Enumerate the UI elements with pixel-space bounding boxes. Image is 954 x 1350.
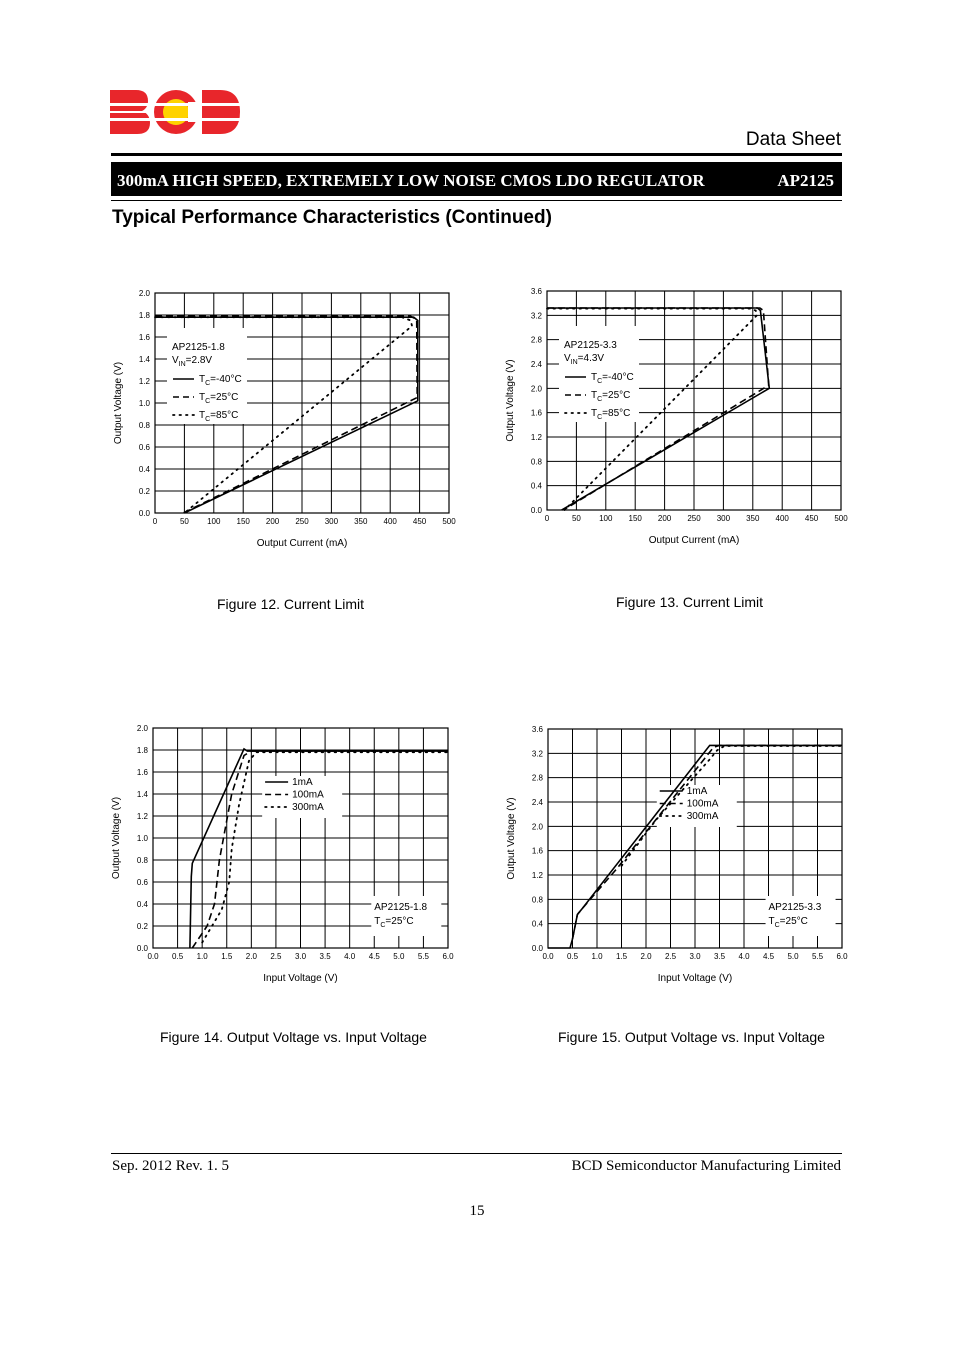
x-tick-label: 50 [571, 514, 581, 523]
x-tick-label: 500 [442, 517, 456, 526]
title-bar [111, 162, 842, 196]
y-tick-label: 3.2 [531, 749, 543, 759]
y-tick-label: 2.0 [531, 822, 543, 832]
y-tick-label: 1.2 [531, 871, 543, 880]
legend-label: 100mA [686, 798, 719, 810]
x-tick-label: 2.0 [245, 952, 257, 961]
chart-figure-12 [108, 286, 478, 556]
x-tick-label: 4.5 [368, 952, 380, 961]
x-tick-label: 0 [152, 517, 158, 526]
chart-svg [500, 721, 870, 991]
x-tick-label: 100 [599, 514, 613, 523]
chart-svg [108, 286, 478, 556]
x-tick-label: 2.5 [664, 952, 677, 961]
caption-figure-15: Figure 15. Output Voltage vs. Input Voltage [558, 1029, 825, 1045]
y-axis-label: Output Voltage (V) [113, 361, 124, 445]
caption-figure-12: Figure 12. Current Limit [217, 596, 365, 612]
y-tick-label: 1.8 [138, 311, 150, 320]
x-tick-label: 0.5 [566, 952, 579, 961]
y-tick-label: 1.6 [530, 408, 542, 418]
y-tick-label: 1.8 [136, 746, 148, 755]
x-tick-label: 4.5 [762, 952, 775, 961]
y-tick-label: 0.4 [136, 900, 148, 909]
doc-title: 300mA HIGH SPEED, EXTREMELY LOW NOISE CMOS LDO REGULATOR [117, 171, 705, 190]
y-tick-label: 0.8 [138, 421, 150, 430]
x-tick-label: 150 [236, 517, 250, 526]
y-tick-label: 2.0 [138, 289, 150, 298]
legend-label: $T_C=-40^\circ C$ [591, 372, 634, 385]
y-tick-label: 0.8 [136, 856, 148, 865]
x-tick-label: 1.5 [221, 952, 233, 961]
x-tick-label: 400 [383, 517, 397, 526]
y-tick-label: 0.4 [531, 919, 543, 929]
x-tick-label: 1.5 [615, 952, 628, 961]
x-tick-label: 200 [657, 514, 672, 523]
y-tick-label: 2.4 [531, 798, 543, 807]
x-tick-label: 5.5 [417, 952, 429, 961]
y-tick-label: 2.8 [531, 773, 543, 783]
x-axis-label: Input Voltage (V) [657, 973, 733, 984]
y-tick-label: 3.2 [530, 311, 542, 321]
y-tick-label: 1.0 [136, 834, 148, 843]
footer-rule [111, 1153, 842, 1154]
legend-label: 300mA [292, 802, 324, 813]
x-tick-label: 100 [207, 517, 221, 526]
y-tick-label: 0.2 [138, 487, 150, 496]
y-tick-label: 2.0 [136, 724, 148, 733]
x-axis-label: Input Voltage (V) [263, 973, 338, 984]
x-tick-label: 3.0 [689, 952, 701, 961]
y-tick-label: 0.0 [136, 944, 148, 953]
y-tick-label: 0.6 [136, 878, 148, 887]
legend-label: 1mA [686, 786, 708, 797]
legend-label: 1mA [292, 777, 313, 788]
legend-label: $T_C=25^\circ C$ [591, 390, 631, 403]
note-device: AP2125-3.3 [768, 902, 822, 913]
legend-label: $T_C=85^\circ C$ [199, 410, 239, 423]
x-tick-label: 0.5 [172, 952, 184, 961]
x-tick-label: 350 [354, 517, 368, 526]
y-tick-label: 1.4 [138, 355, 150, 364]
x-tick-label: 300 [324, 517, 339, 526]
y-tick-label: 1.6 [138, 333, 150, 342]
section-title: Typical Performance Characteristics (Continued) [112, 207, 552, 228]
y-tick-label: 2.8 [530, 335, 542, 345]
y-tick-label: 0.8 [530, 457, 542, 467]
bcd-logo-graphic [110, 88, 242, 136]
x-tick-label: 6.0 [836, 952, 848, 961]
x-tick-label: 250 [687, 514, 701, 523]
x-axis-label: Output Current (mA) [648, 535, 740, 546]
y-tick-label: 0.0 [531, 944, 543, 953]
x-tick-label: 0.0 [542, 952, 554, 961]
x-tick-label: 450 [804, 514, 819, 523]
legend-label: 300mA [686, 811, 719, 822]
x-tick-label: 3.5 [713, 952, 726, 961]
y-tick-label: 1.6 [531, 846, 543, 856]
note-temperature: $T_C=25^\circ C$ [374, 916, 414, 929]
y-tick-label: 1.2 [530, 433, 542, 442]
x-tick-label: 250 [295, 517, 309, 526]
y-tick-label: 1.2 [138, 377, 150, 386]
y-tick-label: 0.8 [531, 895, 543, 905]
legend-label: $T_C=25^\circ C$ [199, 392, 239, 405]
y-tick-label: 0.2 [136, 922, 148, 931]
footer-date-revision: Sep. 2012 Rev. 1. 5 [112, 1158, 229, 1174]
y-tick-label: 1.2 [136, 812, 148, 821]
x-tick-label: 3.5 [319, 952, 331, 961]
legend-condition: $V_{IN}=4.3V$ [564, 353, 605, 366]
legend-label: $T_C=-40^\circ C$ [199, 374, 242, 387]
x-tick-label: 200 [265, 517, 280, 526]
x-tick-label: 6.0 [442, 952, 454, 961]
y-tick-label: 0.6 [138, 443, 150, 452]
chart-figure-13 [500, 284, 870, 554]
bcd-logo [110, 88, 242, 136]
y-tick-label: 0.0 [138, 509, 150, 518]
y-axis-label: Output Voltage (V) [111, 796, 122, 880]
x-tick-label: 150 [628, 514, 642, 523]
page-number: 15 [469, 1203, 485, 1219]
y-tick-label: 1.6 [136, 768, 148, 777]
legend-title: AP2125-3.3 [564, 340, 617, 351]
x-tick-label: 3.0 [294, 952, 307, 961]
header-rule [111, 153, 842, 156]
y-tick-label: 2.0 [530, 384, 542, 394]
x-tick-label: 5.5 [811, 952, 824, 961]
x-tick-label: 5.0 [787, 952, 799, 961]
y-tick-label: 0.0 [530, 506, 542, 515]
x-tick-label: 2.0 [640, 952, 652, 961]
caption-figure-13: Figure 13. Current Limit [616, 594, 764, 610]
part-number: AP2125 [777, 171, 834, 190]
y-tick-label: 2.4 [530, 360, 542, 369]
x-tick-label: 4.0 [344, 952, 356, 961]
chart-figure-15 [500, 721, 870, 991]
x-tick-label: 2.5 [270, 952, 282, 961]
x-tick-label: 500 [834, 514, 848, 523]
doc-type: Data Sheet [745, 129, 841, 150]
x-tick-label: 400 [775, 514, 789, 523]
y-tick-label: 3.6 [530, 287, 542, 296]
y-tick-label: 3.6 [531, 725, 543, 734]
x-tick-label: 4.0 [738, 952, 750, 961]
chart-figure-14 [108, 720, 478, 990]
x-tick-label: 5.0 [393, 952, 405, 961]
x-tick-label: 450 [412, 517, 427, 526]
y-tick-label: 1.4 [136, 790, 148, 799]
x-tick-label: 0.0 [147, 952, 159, 961]
legend-label: 100mA [292, 789, 324, 801]
x-tick-label: 1.0 [196, 952, 208, 961]
caption-figure-14: Figure 14. Output Voltage vs. Input Voltage [160, 1029, 427, 1045]
x-axis-label: Output Current (mA) [256, 538, 348, 549]
y-axis-label: Output Voltage (V) [506, 797, 517, 880]
y-tick-label: 0.4 [530, 481, 542, 491]
x-tick-label: 300 [716, 514, 731, 523]
y-axis-label: Output Voltage (V) [505, 359, 516, 442]
legend-condition: $V_{IN}=2.8V$ [172, 355, 213, 368]
y-tick-label: 0.4 [138, 465, 150, 474]
x-tick-label: 50 [179, 517, 189, 526]
note-temperature: $T_C=25^\circ C$ [768, 916, 808, 929]
x-tick-label: 1.0 [591, 952, 603, 961]
chart-svg [108, 720, 478, 990]
y-tick-label: 1.0 [138, 399, 150, 408]
legend-title: AP2125-1.8 [172, 342, 225, 353]
title-rule [111, 200, 842, 201]
chart-svg [500, 284, 870, 554]
x-tick-label: 350 [746, 514, 760, 523]
x-tick-label: 0 [544, 514, 550, 523]
note-device: AP2125-1.8 [374, 902, 428, 913]
legend-label: $T_C=85^\circ C$ [591, 408, 631, 421]
footer-company: BCD Semiconductor Manufacturing Limited [571, 1158, 841, 1174]
